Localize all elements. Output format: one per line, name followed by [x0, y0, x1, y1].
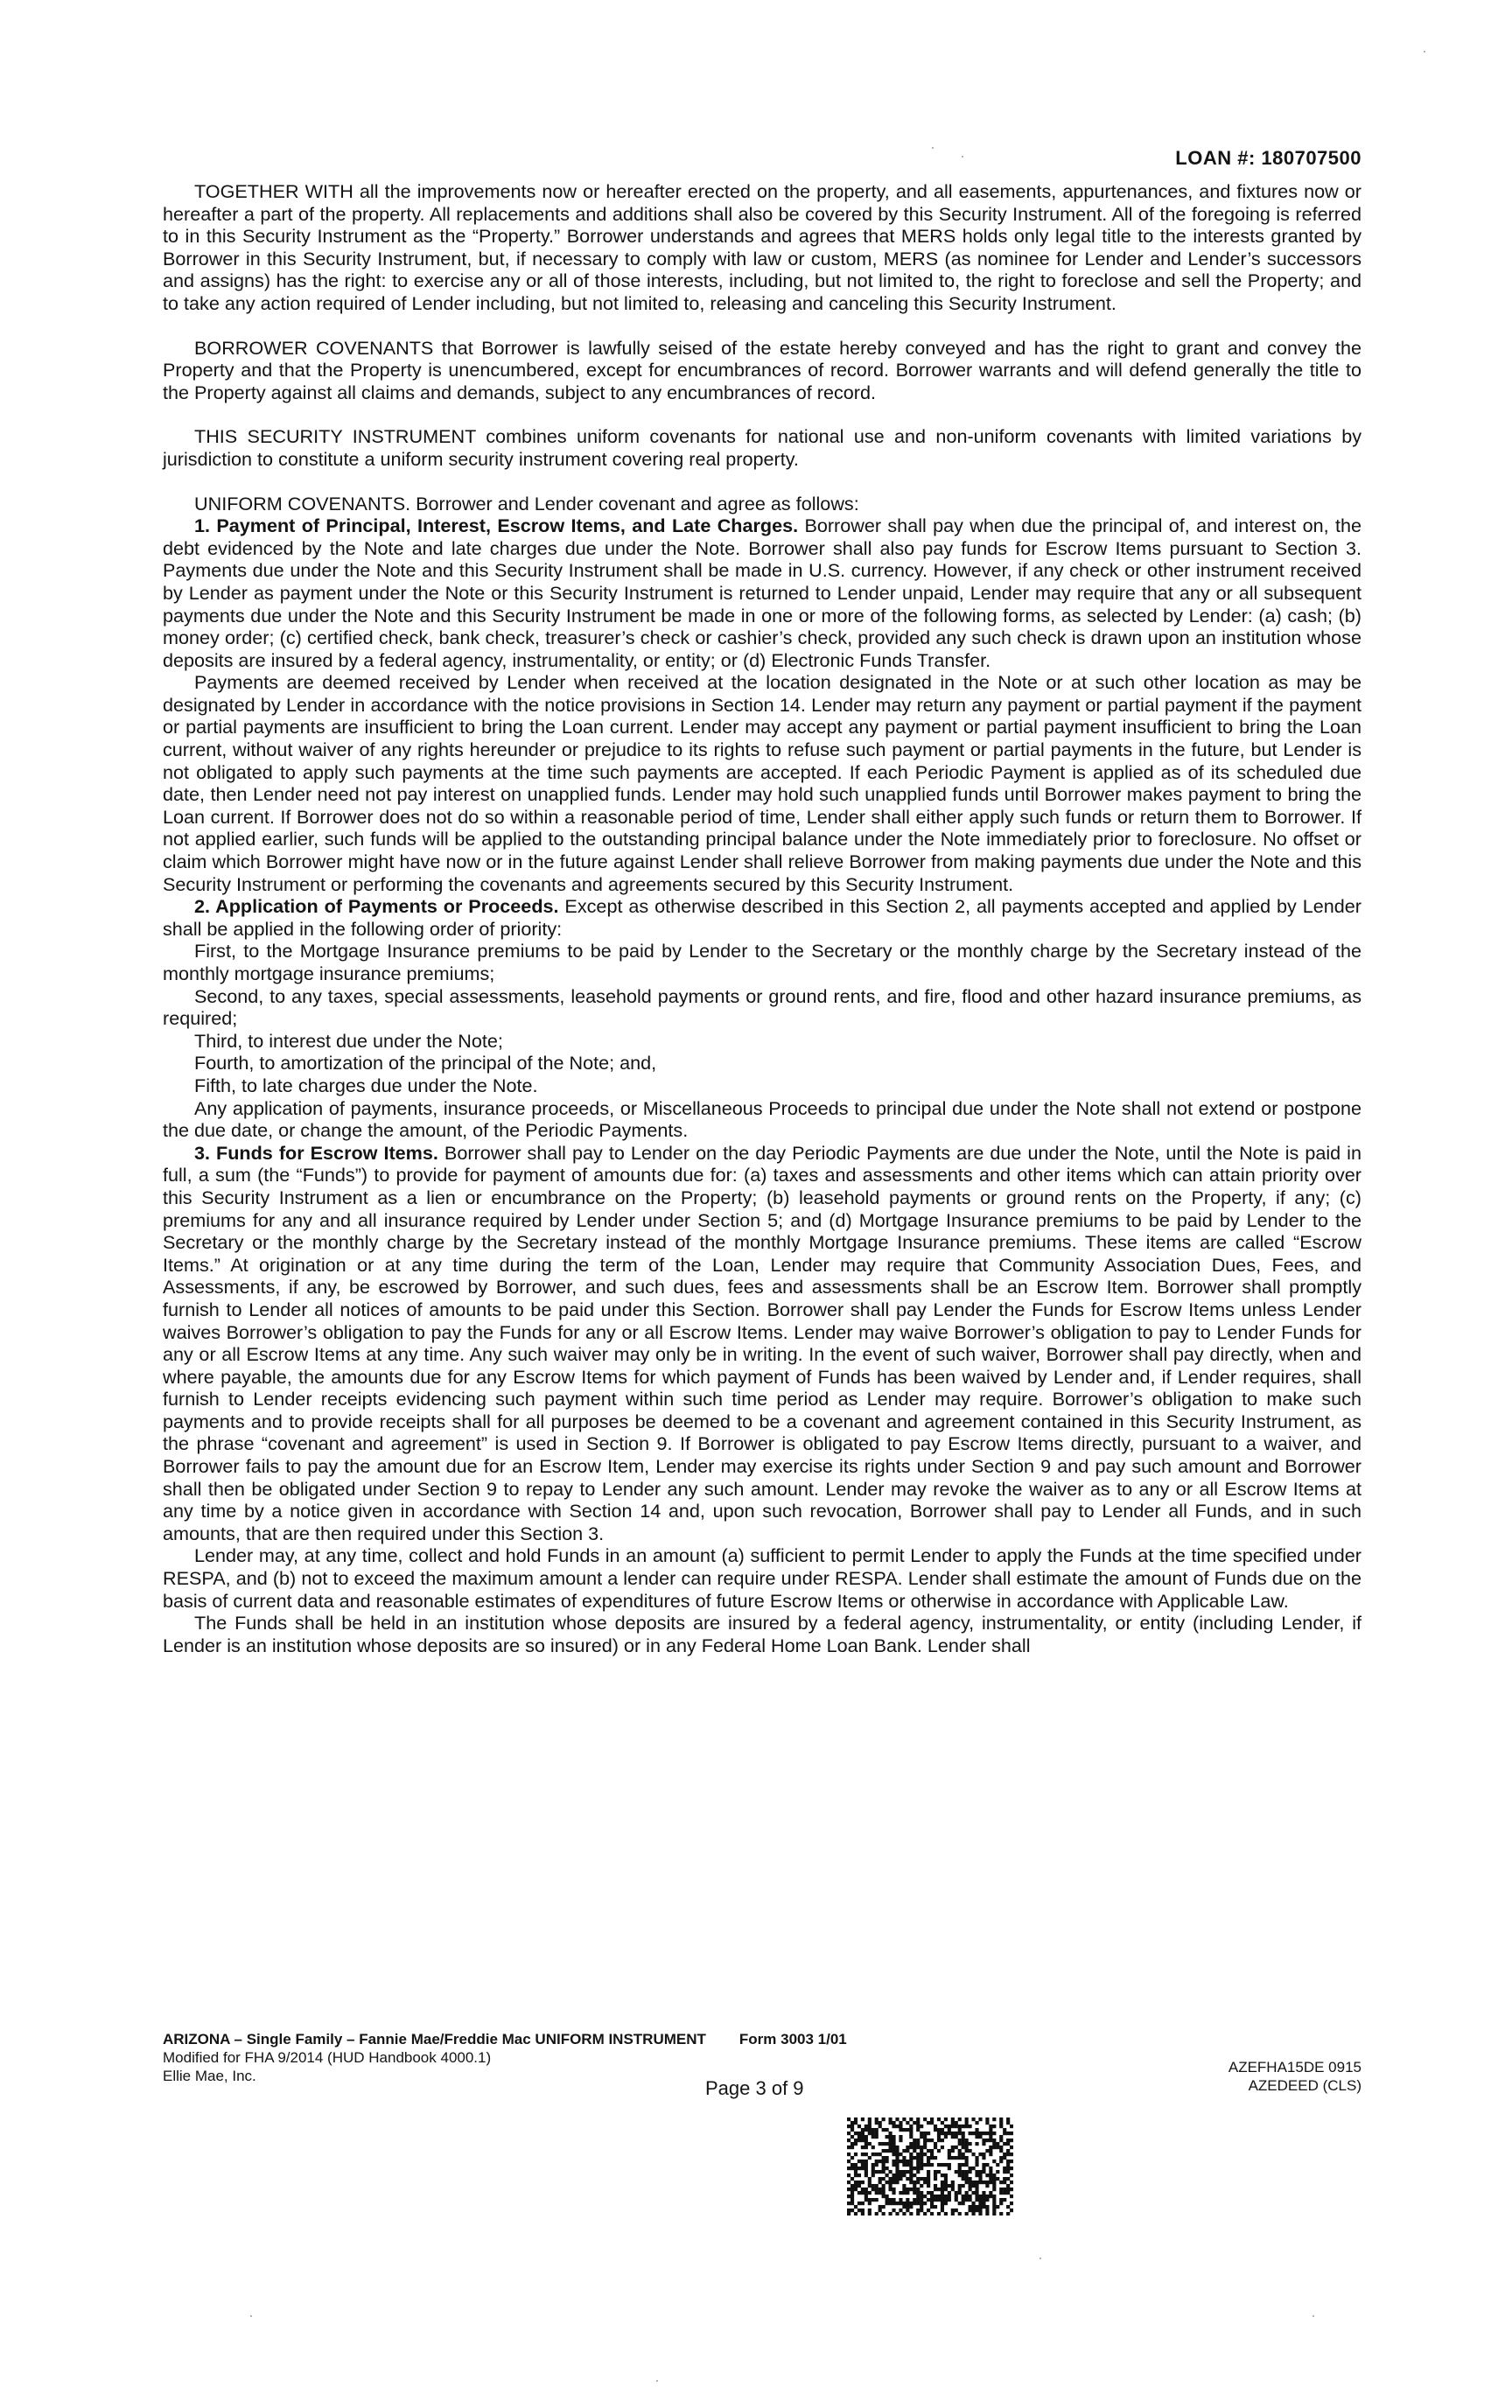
footer-code-1: AZEFHA15DE 0915	[1228, 2059, 1362, 2076]
section-3-escrow	[163, 1142, 1362, 1545]
page-number: Page 3 of 9	[705, 2077, 804, 2099]
footer-line-3: Ellie Mae, Inc.	[163, 2068, 256, 2084]
paragraph-uniform-covenants	[163, 493, 1362, 515]
paragraph-text: First, to the Mortgage Insurance premiums to be paid by Lender to the Secretary or the monthly charge by the Secretary instead of the monthly mortgage insurance premiums;	[163, 940, 1362, 984]
paragraph-text: TOGETHER WITH all the improvements now or hereafter erected on the property, and all easements, appurtenances, and fixtures now or hereafter a part of the property. All replacements and additions shall also be covered by this Security Instrument. All of the foregoing is referred to in this Security Instrument as the “Property.” Borrower understands and agrees that MERS holds only legal title to the interests granted by Borrower in this Security Instrument, but, if necessary to comply with law or custom, MERS (as nominee for Lender and Lender’s successors and assigns) has the right: to exercise any or all of those interests, including, but not limited to, the right to foreclose and sell the Property; and to take any action required of Lender including, but not limited to, releasing and canceling this Security Instrument.	[163, 180, 1362, 314]
paragraph-text: BORROWER COVENANTS that Borrower is lawfully seised of the estate hereby conveyed and has the right to grant and convey the Property and that the Property is unencumbered, except for encumbrances of record. Borrower warrants and will defend generally the title to the Property against all claims and demands, subject to any encumbrances of record.	[163, 336, 1362, 403]
section-1-payment	[163, 514, 1362, 671]
paragraph-any-application	[163, 1097, 1362, 1142]
scan-speck	[250, 2315, 252, 2317]
paragraph-text: Payments are deemed received by Lender when received at the location designated in the Note or at such other location as may be designated by Lender in accordance with the notice provisions in Section 14. Lender may return any payment or partial payment if the payment or partial payments are insufficient to bring the Loan current. Lender may accept any payment or partial payment insufficient to bring the Loan current, without waiver of any rights hereunder or prejudice to its rights to refuse such payment or partial payments in the future, but Lender is not obligated to apply such payments at the time such payments are accepted. If each Periodic Payment is applied as of its scheduled due date, then Lender need not pay interest on unapplied funds. Lender may hold such unapplied funds until Borrower makes payment to bring the Loan current. If Borrower does not do so within a reasonable period of time, Lender shall either apply such funds or return them to Borrower. If not applied earlier, such funds will be applied to the outstanding principal balance under the Note immediately prior to foreclosure. No offset or claim which Borrower might have now or in the future against Lender shall relieve Borrower from making payments due under the Note and this Security Instrument or performing the covenants and agreements secured by this Security Instrument.	[163, 671, 1362, 895]
loan-number: LOAN #: 180707500	[1175, 147, 1362, 169]
priority-fourth	[163, 1052, 1362, 1074]
document-body	[163, 180, 1362, 1656]
section-2-application	[163, 895, 1362, 940]
scan-speck	[1312, 2315, 1314, 2317]
paragraph-text: THIS SECURITY INSTRUMENT combines uniform covenants for national use and non-uniform covenants with limited variations by jurisdiction to constitute a uniform security instrument covering real property.	[163, 425, 1362, 470]
paragraph-borrower-covenants	[163, 337, 1362, 404]
section-heading: 2. Application of Payments or Proceeds.	[194, 895, 559, 918]
scan-speck	[656, 2380, 658, 2382]
paragraph-text: Third, to interest due under the Note;	[194, 1029, 503, 1052]
paragraph-text: Borrower shall pay when due the principal of, and interest on, the debt evidenced by the Note and late charges due under the Note. Borrower shall also pay funds for Escrow Items pursuant to Section 3. Payments due under the Note and this Security Instrument shall be made in U.S. currency. However, if any check or other instrument received by Lender as payment under the Note or this Security Instrument is returned to Lender unpaid, Lender may require that any or all subsequent payments due under the Note and this Security Instrument be made in one or more of the following forms, as selected by Lender: (a) cash; (b) money order; (c) certified check, bank check, treasurer’s check or cashier’s check, provided any such check is drawn upon an institution whose deposits are insured by a federal agency, instrumentality, or entity; or (d) Electronic Funds Transfer.	[163, 514, 1362, 671]
footer-line-2: Modified for FHA 9/2014 (HUD Handbook 4000.1)	[163, 2049, 492, 2066]
paragraph-text: Any application of payments, insurance proceeds, or Miscellaneous Proceeds to principal due under the Note shall not extend or postpone the due date, or change the amount, of the Periodic Payments.	[163, 1096, 1362, 1142]
paragraph-text: Lender may, at any time, collect and hold Funds in an amount (a) sufficient to permit Lender to apply the Funds at the time specified under RESPA, and (b) not to exceed the maximum amount a lender can require under RESPA. Lender shall estimate the amount of Funds due on the basis of current data and reasonable estimates of expenditures of future Escrow Items or otherwise in accordance with Applicable Law.	[163, 1544, 1362, 1612]
priority-first	[163, 940, 1362, 984]
paragraph-text: Fourth, to amortization of the principal of the Note; and,	[194, 1052, 657, 1074]
paragraph-together-with	[163, 180, 1362, 315]
barcode-image	[847, 2118, 1013, 2216]
footer-line-1	[163, 2030, 1038, 2048]
footer-instrument-title: ARIZONA – Single Family – Fannie Mae/Freddie Mac UNIFORM INSTRUMENT	[163, 2031, 706, 2048]
priority-third	[163, 1030, 1362, 1053]
footer-code-2: AZEDEED (CLS)	[1248, 2077, 1362, 2094]
paragraph-payments-deemed	[163, 671, 1362, 895]
paragraph-lender-may	[163, 1544, 1362, 1612]
priority-fifth	[163, 1074, 1362, 1097]
footer-form-number: Form 3003 1/01	[738, 2031, 847, 2048]
paragraph-text: Borrower shall pay to Lender on the day Periodic Payments are due under the Note, until the Note is paid in full, a sum (the “Funds”) to provide for payment of amounts due for: (a) taxes and assessments and other items which can attain priority over this Security Instrument as a lien or encumbrance on the Property; (b) leasehold payments or ground rents on the Property, if any; (c) premiums for any and all insurance required by Lender under Section 5; and (d) Mortgage Insurance premiums to be paid by Lender to the Secretary or the monthly charge by the Secretary instead of the monthly Mortgage Insurance premiums. These items are called “Escrow Items.” At origination or at any time during the term of the Loan, Lender may require that Community Association Dues, Fees, and Assessments, if any, be escrowed by Borrower, and such dues, fees and assessments shall be an Escrow Item. Borrower shall promptly furnish to Lender all notices of amounts to be paid under this Section. Borrower shall pay Lender the Funds for Escrow Items unless Lender waives Borrower’s obligation to pay the Funds for any or all Escrow Items. Lender may waive Borrower’s obligation to pay to Lender Funds for any or all Escrow Items at any time. Any such waiver may only be in writing. In the event of such waiver, Borrower shall pay directly, when and where payable, the amounts due for any Escrow Items for which payment of Funds has been waived by Lender and, if Lender requires, shall furnish to Lender receipts evidencing such payment within such time period as Lender may require. Borrower’s obligation to make such payments and to provide receipts shall for all purposes be deemed to be a covenant and agreement contained in this Security Instrument, as the phrase “covenant and agreement” is used in Section 9. If Borrower is obligated to pay Escrow Items directly, pursuant to a waiver, and Borrower fails to pay the amount due for an Escrow Item, Lender may exercise its rights under Section 9 and pay such amount and Borrower shall then be obligated under Section 9 to repay to Lender any such amount. Lender may revoke the waiver as to any or all Escrow Items at any time by a notice given in accordance with Section 14 and, upon such revocation, Borrower shall pay to Lender all Funds, and in such amounts, that are then required under this Section 3.	[163, 1141, 1362, 1544]
paragraph-text: Except as otherwise described in this Section 2, all payments accepted and applied by Lender shall be applied in the following order of priority:	[163, 895, 1362, 940]
paragraph-text: Second, to any taxes, special assessments, leasehold payments or ground rents, and fire, flood and other hazard insurance premiums, as required;	[163, 984, 1362, 1030]
paragraph-text: Fifth, to late charges due under the Note.	[194, 1074, 538, 1096]
paragraph-text: The Funds shall be held in an institution whose deposits are insured by a federal agency, instrumentality, or entity (including Lender, if Lender is an institution whose deposits are so insured) or in any Federal Home Loan Bank. Lender shall	[163, 1612, 1362, 1656]
scan-speck	[1424, 51, 1425, 52]
section-heading: 1. Payment of Principal, Interest, Escrow Items, and Late Charges.	[194, 514, 799, 537]
footer-codes	[1099, 2058, 1362, 2095]
footer-form-info	[163, 2030, 1038, 2085]
scan-speck	[1040, 2258, 1041, 2259]
paragraph-text: UNIFORM COVENANTS. Borrower and Lender covenant and agree as follows:	[194, 492, 859, 514]
scan-speck	[962, 156, 963, 158]
section-heading: 3. Funds for Escrow Items.	[194, 1141, 438, 1164]
paragraph-funds-held	[163, 1612, 1362, 1656]
paragraph-security-instrument	[163, 425, 1362, 470]
priority-second	[163, 985, 1362, 1030]
scan-speck	[932, 147, 934, 149]
